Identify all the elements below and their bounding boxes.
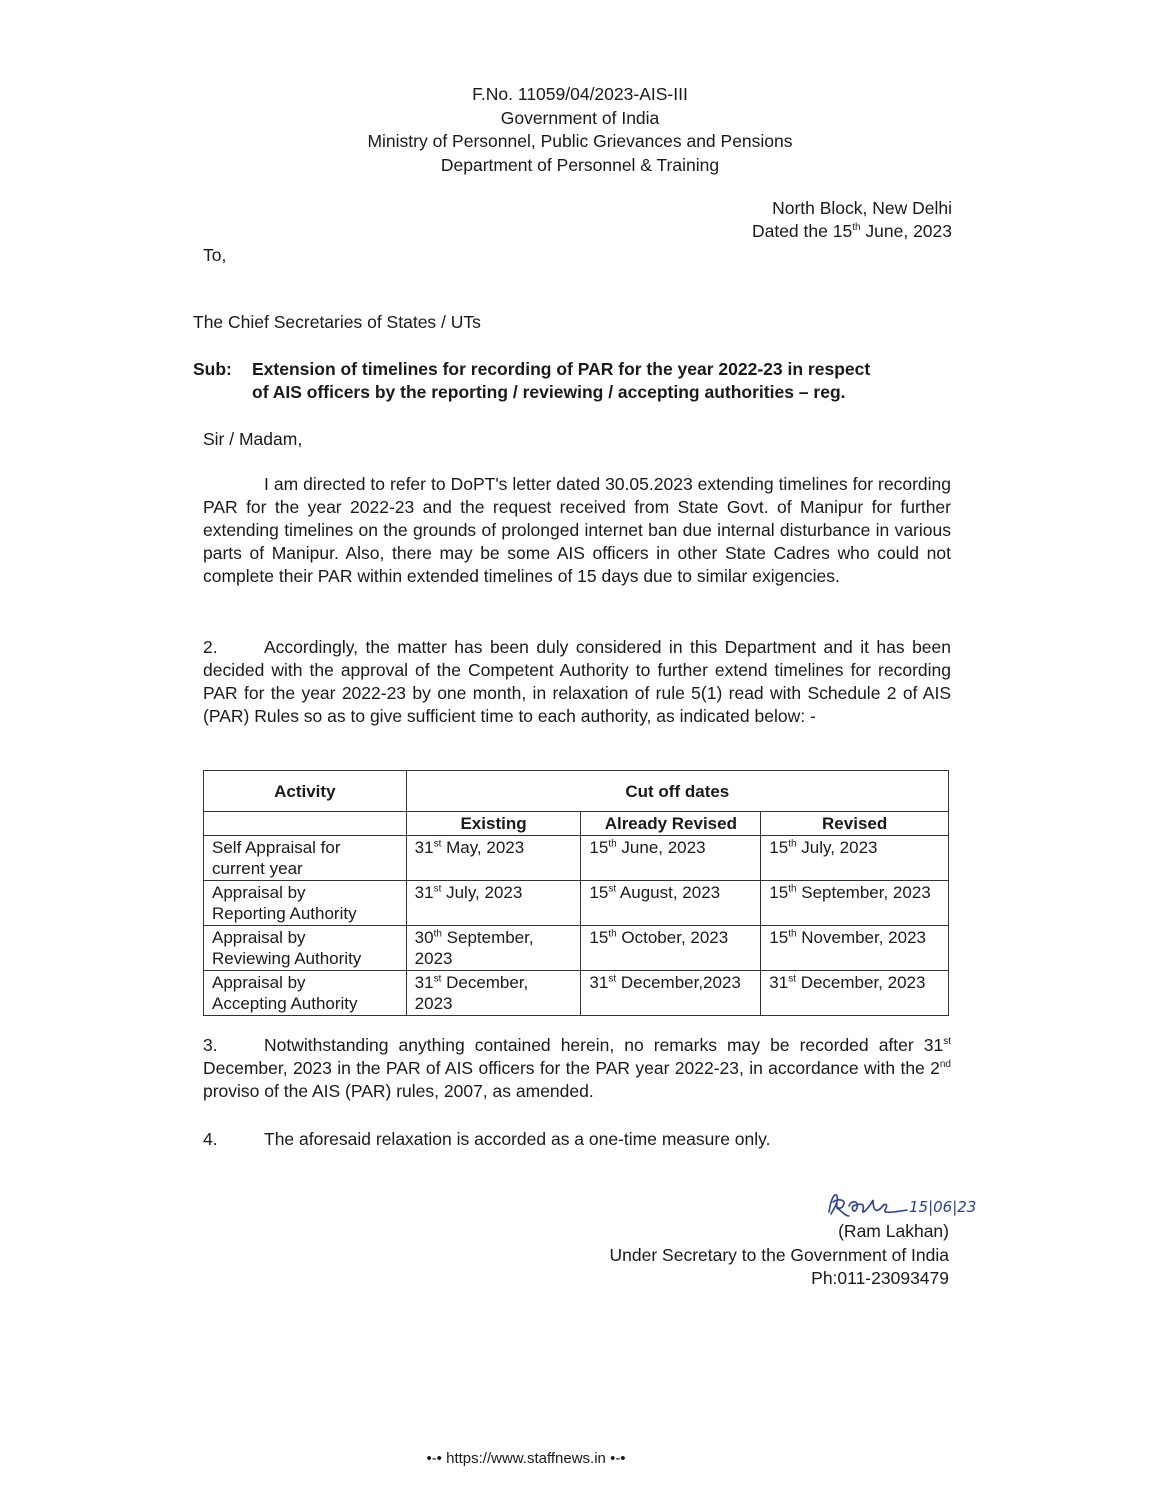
revised-cell: 31st December, 2023 [761, 971, 949, 1016]
timelines-table [203, 770, 949, 1016]
already-revised-cell: 15st August, 2023 [581, 881, 761, 926]
subject-line-2: of AIS officers by the reporting / reviewing / accepting authorities – reg. [252, 381, 846, 402]
header-revised: Revised [761, 812, 949, 836]
place-and-date [752, 197, 952, 243]
paragraph-2: 2. Accordingly, the matter has been duly considered in this Department and it has been decided with the approval of the Competent Authority to further extend timelines for recording PAR for the year 2022-23 by one month, in relaxation of rule 5(1) read with Schedule 2 of AIS (PAR) Rules so as to give sufficient time to each authority, as indicated below: - [203, 637, 951, 726]
revised-cell: 15th September, 2023 [761, 881, 949, 926]
subject-line-1: Extension of timelines for recording of PAR for the year 2022-23 in respect [252, 359, 871, 379]
revised-cell: 15th July, 2023 [761, 836, 949, 881]
table-row [204, 881, 949, 926]
revised-cell: 15th November, 2023 [761, 926, 949, 971]
existing-cell: 30th September, 2023 [406, 926, 581, 971]
ministry-name: Ministry of Personnel, Public Grievances and Pensions [367, 131, 793, 151]
activity-cell: Self Appraisal for current year [204, 836, 407, 881]
table-row [204, 926, 949, 971]
addressee: The Chief Secretaries of States / UTs [193, 312, 481, 332]
paragraph-1: I am directed to refer to DoPT's letter dated 30.05.2023 extending timelines for recording PAR for the year 2022-23 and the request received from State Govt. of Manipur for further extending timelines on the grounds of prolonged internet ban due internal disturbance in various parts of Manipur. Also, there may be some AIS officers in other State Cadres who could not complete their PAR within extended timelines of 15 days due to similar exigencies. [203, 474, 951, 586]
signatory-designation: Under Secretary to the Government of India [609, 1244, 949, 1265]
to-label: To, [203, 245, 227, 265]
table-row [204, 971, 949, 1016]
file-number: F.No. 11059/04/2023-AIS-III [472, 84, 688, 104]
footer-url: •-• https://www.staffnews.in •-• [426, 1450, 626, 1467]
paragraph-4: 4. The aforesaid relaxation is accorded as a one-time measure only. [203, 1129, 771, 1149]
existing-cell: 31st May, 2023 [406, 836, 581, 881]
letter-header [0, 83, 1160, 177]
activity-cell: Appraisal by Reporting Authority [204, 881, 407, 926]
svg-text:15|06|23: 15|06|23 [909, 1198, 977, 1216]
government-name: Government of India [500, 107, 660, 128]
activity-cell: Appraisal by Accepting Authority [204, 971, 407, 1016]
signatory-name: (Ram Lakhan) [838, 1221, 949, 1241]
table-row [204, 836, 949, 881]
header-cutoff-dates: Cut off dates [406, 771, 948, 812]
activity-cell: Appraisal by Reviewing Authority [204, 926, 407, 971]
signature-block [610, 1220, 949, 1291]
paragraph-3: 3. Notwithstanding anything contained herein, no remarks may be recorded after 31st December, 2023 in the PAR of AIS officers for the PAR year 2022-23, in accordance with the 2nd proviso of the AIS (PAR) rules, 2007, as amended. [203, 1035, 951, 1101]
header-activity: Activity [204, 771, 407, 812]
header-existing: Existing [406, 812, 581, 836]
salutation: Sir / Madam, [203, 429, 303, 449]
already-revised-cell: 31st December,2023 [581, 971, 761, 1016]
existing-cell: 31st July, 2023 [406, 881, 581, 926]
already-revised-cell: 15th June, 2023 [581, 836, 761, 881]
header-blank [204, 812, 407, 836]
existing-cell: 31st December, 2023 [406, 971, 581, 1016]
already-revised-cell: 15th October, 2023 [581, 926, 761, 971]
header-already-revised: Already Revised [581, 812, 761, 836]
department-name: Department of Personnel & Training [440, 154, 720, 175]
subject [193, 358, 953, 403]
subject-label: Sub: [193, 359, 232, 379]
location: North Block, New Delhi [772, 198, 952, 218]
signatory-phone: Ph:011-23093479 [811, 1268, 949, 1288]
letter-date: Dated the 15th June, 2023 [751, 221, 952, 241]
